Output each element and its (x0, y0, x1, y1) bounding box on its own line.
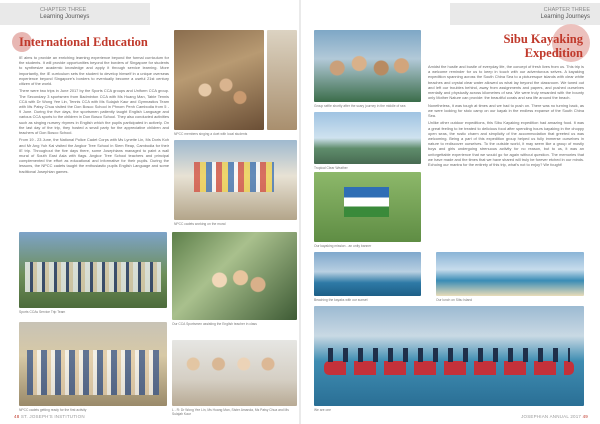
photo-kayak-group (314, 306, 584, 406)
photo-teachers (172, 340, 297, 406)
right-footer (521, 414, 588, 419)
kayaks-row (324, 361, 574, 375)
caption-sports-team: Sports CCAs Service Trip Team (19, 310, 66, 314)
caption-group-selfie: Group selfie shortly after the scary journey in the middle of sea (314, 104, 406, 108)
left-article-body (19, 55, 169, 176)
page-gutter (299, 0, 301, 424)
paragraph: Nonetheless, it was tough at times and we had to push on. There was no turning back, as we were looking for stoic camp on our kayak in the endless expanse of the South China Sea. (428, 102, 584, 119)
photo-flag (314, 172, 421, 242)
photo-figures (202, 262, 272, 307)
left-footer (14, 414, 85, 419)
caption-kayak-group: We are one (314, 408, 331, 412)
caption-weather: Tropical Clear Weather (314, 166, 348, 170)
caption-npcc-ready: NPCC cadets getting ready for the first activity (19, 408, 87, 412)
left-header-section: Learning Journeys (40, 14, 90, 20)
banner-flag (344, 187, 389, 217)
kayakers-row (328, 348, 570, 362)
page-title: International Education (19, 35, 148, 49)
caption-npcc-mural: NPCC cadets working on the mural (174, 222, 226, 226)
cadets-group (27, 350, 159, 395)
paragraph: From 19 - 23 June, the National Police Cadet Corps with Ms Lynette Lin, Ms Doris Koh and Mr Ang Yuh Kai visited the Angkor Tree School in Siem Reap, Cambodia for their IE trip. Throughout the five days there, some Josephians managed to paint a wall mural of South East Asia with flags. Angkor Tree School teachers and principal complemented the effort as educational and informative for their pupils. During the lessons, the NPCC cadets taught the enthusiastic pupils English Language and some traditional Josephian games. (19, 137, 169, 174)
teacher-figures (180, 350, 290, 406)
photo-sports-english (172, 232, 297, 320)
photo-figures (184, 70, 254, 120)
left-footer-org: ST. JOSEPH'S INSTITUTION (20, 414, 85, 419)
right-article-body (428, 64, 584, 169)
caption-beach: Beaching the kayaks with our sunset (314, 298, 368, 302)
selfie-figures (324, 50, 412, 95)
right-page-number: 49 (582, 414, 588, 419)
left-header-chapter: CHAPTER THREE (40, 7, 87, 13)
paragraph: There were two trips in June 2017 by the Sports CCA groups and Uniform CCA group. The Secondary 3 sportsmen from Badminton CCA with Ms Huang Man, Table Tennis CCA with Dr Wong Yee Lin, Tennis CCA with Ms Sulajah Kaur and Gymnastics Team with Ms Patsy Chua visited the Don Bosco School in Phnom Penh Cambodia from 5 - 9 June. During the five days, the sportsmen patiently taught English Language and various CCA sports to the children in Don Bosco School. They also conducted activities such as singing nursery rhymes in English which the pupils participated in actively. On the last day of the trip, they hosted a small party for the appreciative children and teachers of Don Bosco School. (19, 88, 170, 136)
caption-sandbank: Our lunch on Sibu Island (436, 298, 473, 302)
caption-flag: Our kayaking mission - an unity banner (314, 244, 372, 248)
photo-npcc-ready (19, 322, 167, 406)
photo-group-selfie (314, 30, 421, 102)
photo-sports-team (19, 232, 167, 308)
right-title-line1: Sibu Kayaking (503, 32, 583, 46)
photo-weather (314, 112, 421, 164)
photo-npcc-mural (174, 140, 297, 220)
right-header-section: Learning Journeys (540, 14, 590, 20)
caption-sports-english: Our CCA Sportsmen assisting the English teacher in class (172, 322, 257, 326)
right-header (541, 7, 590, 21)
caption-teachers: L - R: Dr Wong Yee Lin, Ms Huang Man, Sister Amanda, Ms Patsy Chua and Ms Sulajah Kaur (172, 408, 289, 416)
left-header (40, 7, 89, 21)
left-page-number: 48 (14, 414, 20, 419)
right-header-chapter: CHAPTER THREE (543, 7, 590, 13)
mural-flags (194, 162, 274, 192)
photo-npcc-side (267, 30, 297, 130)
right-page-title (503, 33, 583, 59)
paragraph: Amidst the hustle and bustle of everyday life, the concept of fresh lives from us. This trip is a welcome reminder for us to keep in touch with our adventurous selves. A kayaking expedition spanning across the South China Sea to a picturesque islands with clear white beaches and crystal clear water allowed us what lay beyond the classroom. We tuned out and left our troubles behind, away from assignments and papers, and pushed ourselves mentally and physically across kilometres of sea. We were truly rewarded with the bounty only Mother Nature can provide: the beautiful corals and sea life around the beach. (428, 64, 584, 101)
photo-npcc-students (174, 30, 264, 130)
photo-beach (314, 252, 421, 296)
photo-sandbank (436, 252, 584, 296)
right-title-line2: Expedition (524, 45, 583, 60)
caption-npcc-students: NPCC members singing a duet with local students (174, 132, 248, 136)
paragraph: IE aims to provide an enriching learning experience beyond the formal curriculum for the students. It will provide opportunities beyond the borders of Singapore for students to synthesize academic knowledge and apply it through service learning. More importantly, the IE curriculum sets the student to develop himself in a unique overseas experience beyond Singapore's borders to eventually become a useful 21st century citizen of the world. (19, 55, 169, 87)
right-footer-org: JOSEPHIAN ANNUAL 2017 (521, 414, 582, 419)
team-members (25, 262, 161, 292)
paragraph: Unlike other outdoor expeditions, this Sibu Kayaking expedition had amazing food. It was a great feeling to be treated to delicious food after spending hours kayaking in the choppy open seas, the rustic charm and simplicity of the accommodation that greeted us was welcoming. Being a part of this expedition group helped us fully immerse ourselves in nature to rediscover ourselves. To the outside world, it may seem like a group of mostly boys and girls undergoing strenuous activity for no reason, but to us, it was an unforgettable experience that we would go for again without question. The memories that we have made and the times that we have shared will truly be forever etched in our minds. Echoing our mantra for the entirety of this trip, what's not to enjoy? We fought! (428, 120, 584, 168)
